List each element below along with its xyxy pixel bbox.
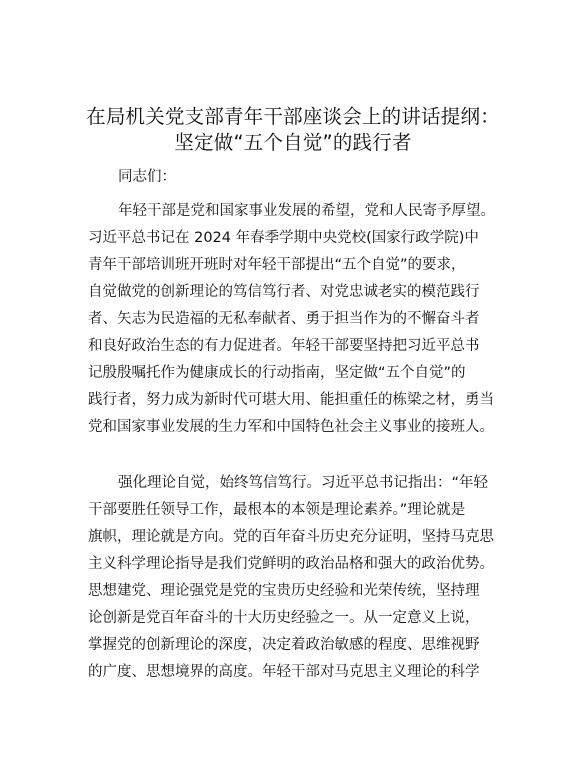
paragraph-1-line: 践行者，努力成为新时代可堪大用、能担重任的栋梁之材，勇当	[88, 392, 494, 408]
paragraph-2-line: 的广度、思想境界的高度。年轻干部对马克思主义理论的科学	[88, 664, 480, 680]
paragraph-2-line: 干部要胜任领导工作，最根本的本领是理论素养。”理论就是	[88, 502, 466, 518]
paragraph-1-line: 和良好政治生态的有力促进者。年轻干部要坚持把习近平总书	[88, 338, 480, 354]
paragraph-2-line: 强化理论自觉，始终笃信笃行。习近平总书记指出：“年轻	[118, 475, 489, 491]
document-title-line-1: 在局机关党支部青年干部座谈会上的讲话提纲：	[86, 105, 500, 128]
paragraph-1-line: 记殷殷嘱托作为健康成长的行动指南，坚定做“五个自觉”的	[88, 365, 466, 381]
paragraph-1-line: 年轻干部是党和国家事业发展的希望，党和人民寄予厚望。	[118, 203, 495, 219]
paragraph-1-line: 青年干部培训班开班时对年轻干部提出“五个自觉”的要求，	[88, 257, 466, 273]
paragraph-1-line: 自觉做党的创新理论的笃信笃行者、对党忠诚老实的模范践行	[88, 284, 480, 300]
paragraph-2-line: 旗帜，理论就是方向。党的百年奋斗历史充分证明，坚持马克思	[88, 529, 494, 545]
salutation: 同志们：	[118, 169, 176, 185]
paragraph-1-line: 者、矢志为民造福的无私奉献者、勇于担当作为的不懈奋斗者	[88, 311, 480, 327]
paragraph-2-line: 思想建党、理论强党是党的宝贵历史经验和光荣传统，坚持理	[88, 583, 480, 599]
paragraph-2-line: 论创新是党百年奋斗的十大历史经验之一。从一定意义上说，	[88, 610, 480, 626]
document-title-line-2: 坚定做“五个自觉”的践行者	[174, 131, 412, 154]
paragraph-2-line: 掌握党的创新理论的深度，决定着政治敏感的程度、思维视野	[88, 637, 480, 653]
paragraph-1-line: 习近平总书记在 2024 年春季学期中央党校(国家行政学院)中	[88, 230, 479, 246]
paragraph-2-line: 主义科学理论指导是我们党鲜明的政治品格和强大的政治优势。	[88, 556, 494, 572]
paragraph-1-line: 党和国家事业发展的生力军和中国特色社会主义事业的接班人。	[88, 419, 494, 435]
